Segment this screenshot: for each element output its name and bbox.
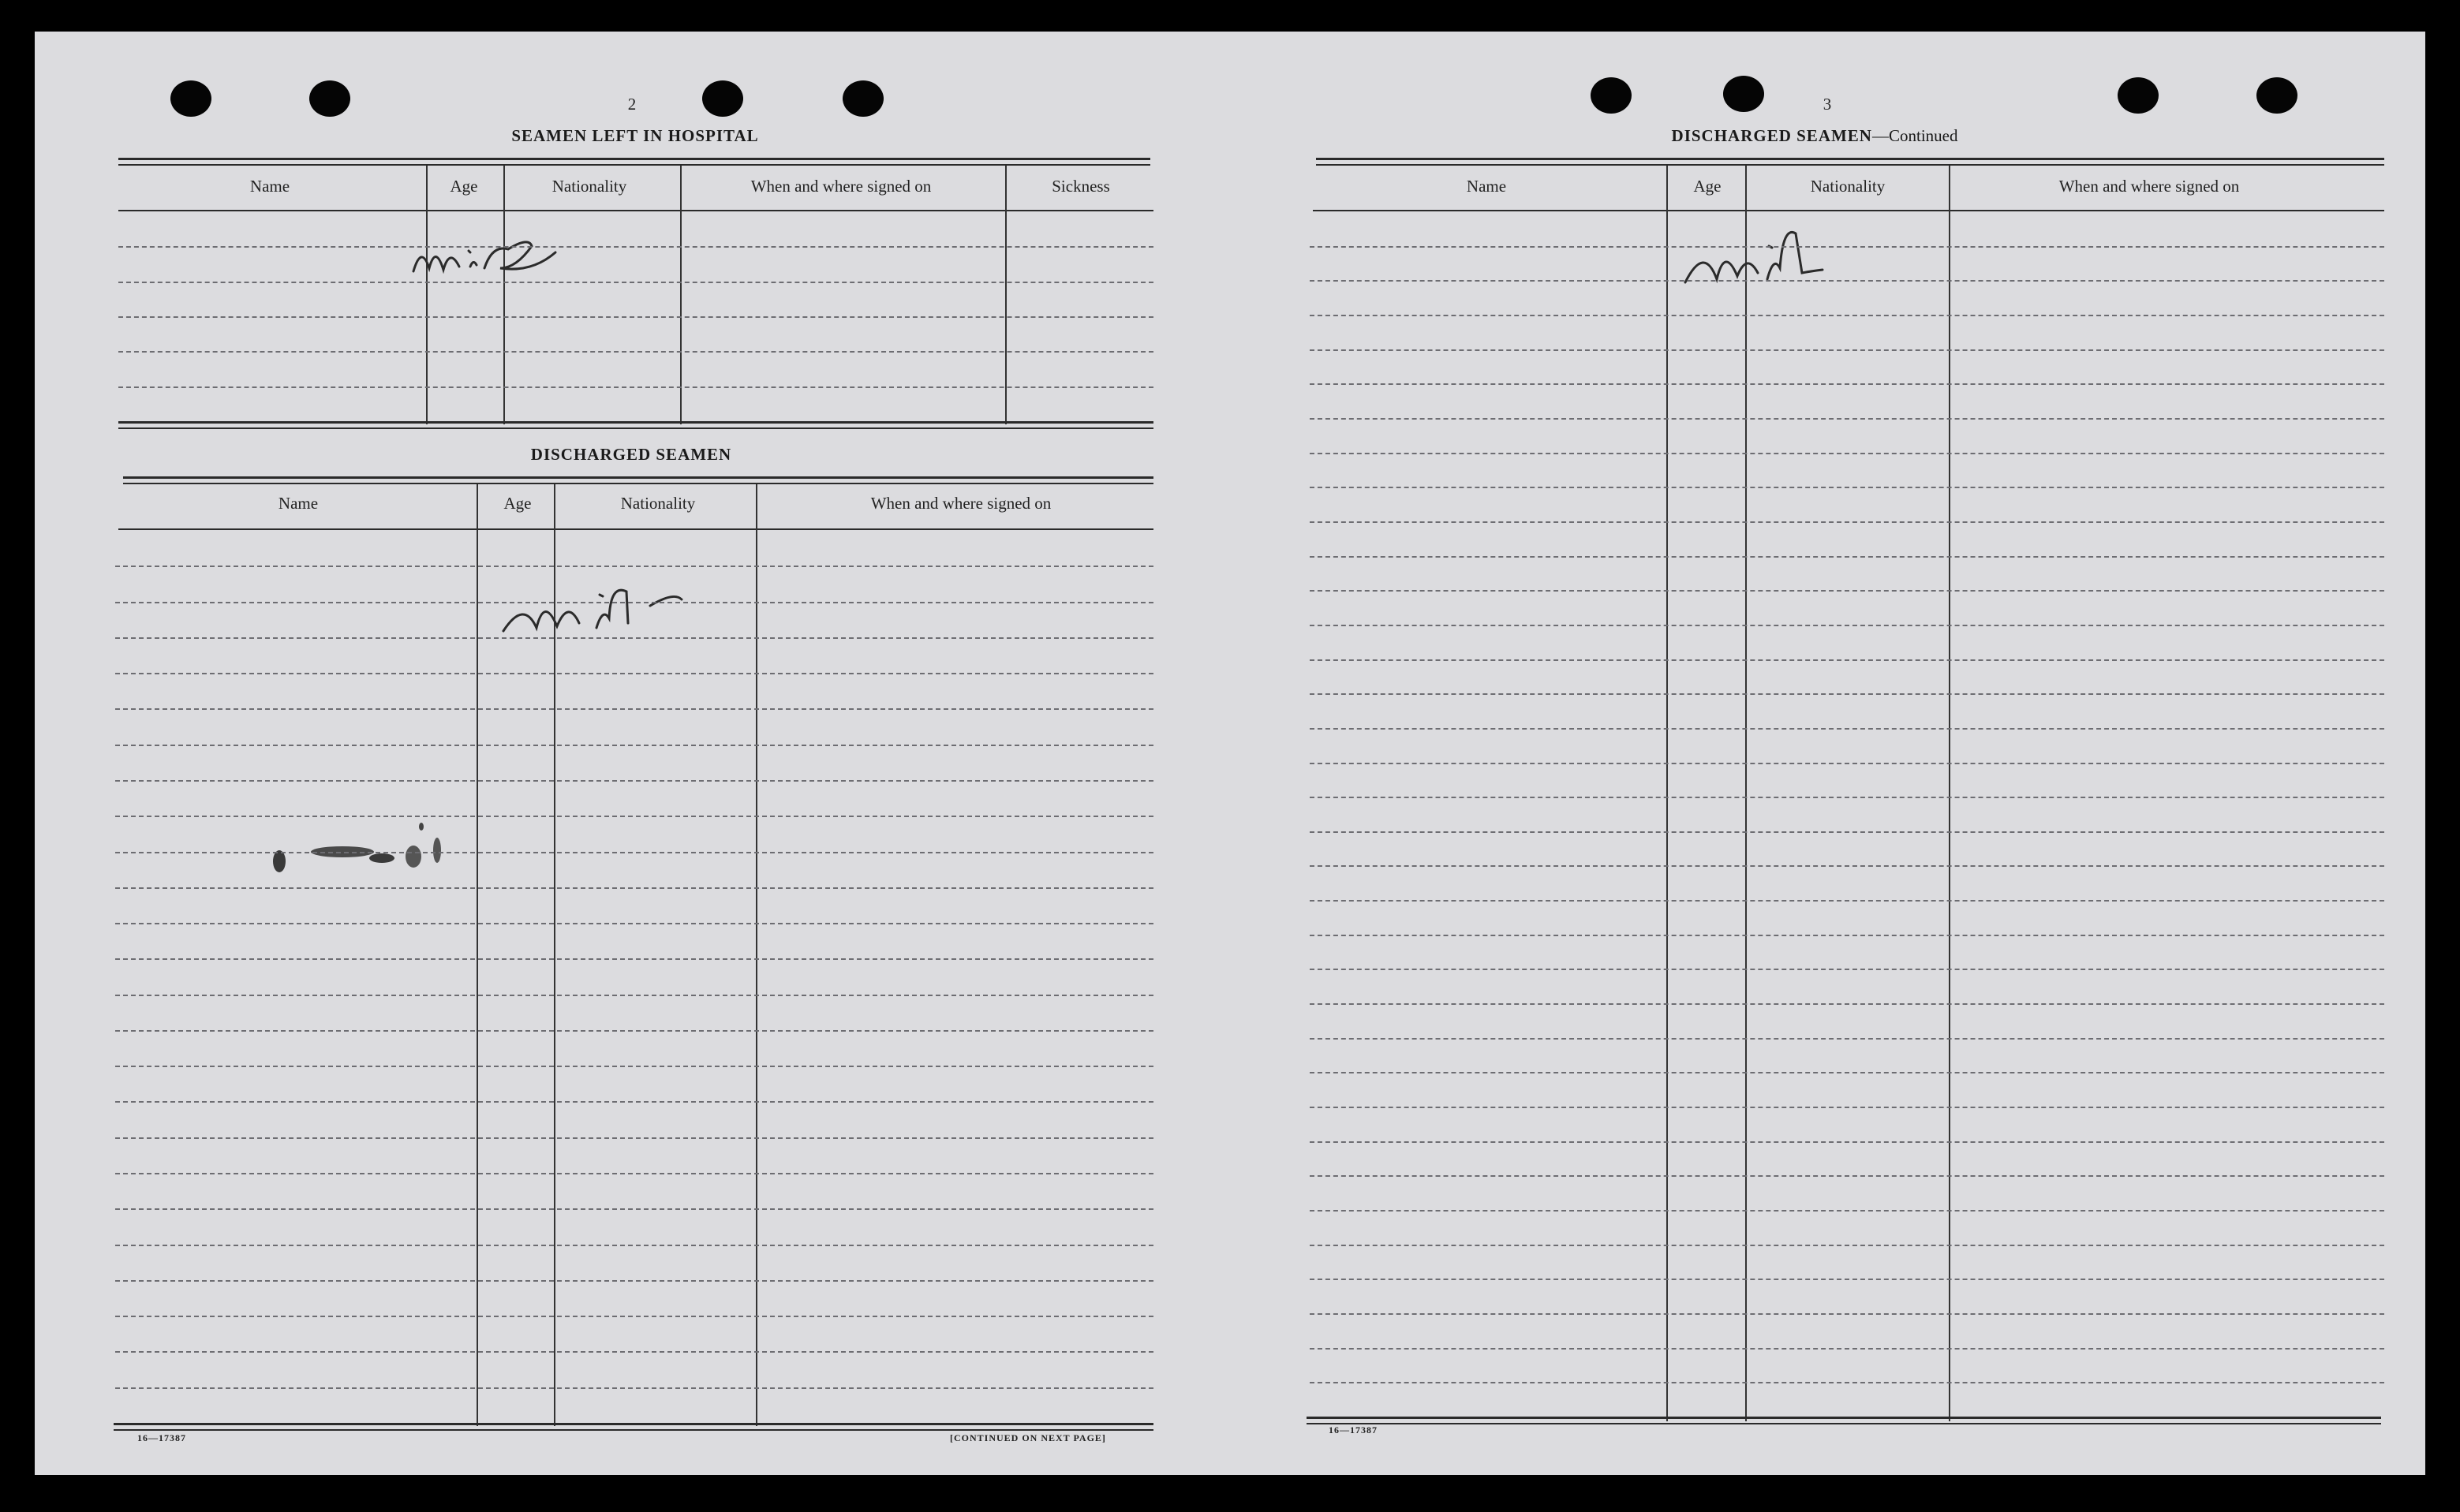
- col-header-signed-on: When and where signed on: [2058, 177, 2240, 196]
- table-row: [115, 780, 1153, 782]
- form-number: 16—17387: [137, 1432, 186, 1443]
- handwritten-nil: [398, 221, 571, 284]
- svg-text:nil: nil: [1676, 197, 1677, 198]
- table-row: [1310, 865, 2384, 867]
- table-row: [118, 246, 1153, 248]
- table-row: [115, 1245, 1153, 1246]
- table-row: [115, 852, 1153, 853]
- table-row: [1310, 1382, 2384, 1383]
- punch-hole: [2118, 77, 2159, 114]
- table-row: [1310, 797, 2384, 798]
- table-row: [1310, 1072, 2384, 1073]
- punch-hole: [2256, 77, 2297, 114]
- col-header-signed-on: When and where signed on: [750, 177, 932, 196]
- table-row: [1310, 1245, 2384, 1246]
- hospital-section-title: SEAMEN LEFT IN HOSPITAL: [511, 126, 759, 145]
- table-row: [1310, 590, 2384, 592]
- table-row: [115, 1173, 1153, 1174]
- col-header-name: Name: [1466, 177, 1507, 196]
- svg-text:nil: nil: [492, 552, 494, 553]
- punch-hole: [1723, 76, 1764, 112]
- table-row: [115, 637, 1153, 639]
- table-row: [1310, 1279, 2384, 1280]
- page-number: 3: [1823, 95, 1832, 114]
- table-row: [115, 995, 1153, 996]
- table-row: [1310, 693, 2384, 695]
- table-row: [115, 1316, 1153, 1317]
- table-row: [1310, 969, 2384, 970]
- discharged-continued-title: DISCHARGED SEAMEN—Continued: [1671, 126, 1958, 145]
- table-row: [1310, 625, 2384, 626]
- col-header-name: Name: [278, 494, 319, 513]
- col-header-name: Name: [249, 177, 290, 196]
- table-row: [1310, 935, 2384, 936]
- document-sheet: [35, 32, 2425, 1475]
- table-row: [115, 1208, 1153, 1210]
- continued-note: [CONTINUED ON NEXT PAGE]: [950, 1432, 1106, 1443]
- table-row: [1310, 1175, 2384, 1177]
- table-row: [1310, 659, 2384, 661]
- col-header-sickness: Sickness: [1052, 177, 1110, 196]
- table-row: [115, 745, 1153, 746]
- table-row: [1310, 831, 2384, 833]
- table-row: [115, 708, 1153, 710]
- table-row: [115, 1101, 1153, 1103]
- table-row: [1310, 1141, 2384, 1143]
- punch-hole: [170, 80, 211, 117]
- table-row: [1310, 763, 2384, 764]
- table-row: [1310, 418, 2384, 420]
- table-row: [1310, 349, 2384, 351]
- table-row: [1310, 1038, 2384, 1040]
- table-row: [1310, 1348, 2384, 1350]
- col-header-nationality: Nationality: [1810, 177, 1886, 196]
- table-row: [118, 351, 1153, 353]
- table-row: [115, 1030, 1153, 1032]
- table-row: [1310, 280, 2384, 282]
- col-header-age: Age: [1693, 177, 1722, 196]
- col-header-signed-on: When and where signed on: [870, 494, 1052, 513]
- punch-hole: [309, 80, 350, 117]
- table-row: [115, 816, 1153, 817]
- punch-hole: [843, 80, 884, 117]
- punch-hole: [1591, 77, 1632, 114]
- form-number: 16—17387: [1329, 1424, 1378, 1435]
- table-row: [1310, 383, 2384, 385]
- table-row: [115, 1387, 1153, 1389]
- table-row: [118, 316, 1153, 318]
- col-header-nationality: Nationality: [551, 177, 627, 196]
- punch-hole: [702, 80, 743, 117]
- table-row: [1310, 453, 2384, 454]
- table-row: [1310, 728, 2384, 730]
- table-row: [115, 566, 1153, 567]
- page-number: 2: [627, 95, 637, 114]
- col-header-age: Age: [503, 494, 532, 513]
- table-row: [115, 673, 1153, 674]
- table-row: [1310, 521, 2384, 523]
- table-row: [115, 1351, 1153, 1353]
- table-row: [1310, 1003, 2384, 1005]
- table-row: [115, 1066, 1153, 1067]
- table-row: [115, 602, 1153, 603]
- table-row: [115, 1280, 1153, 1282]
- svg-text:nil: nil: [398, 221, 399, 222]
- table-row: [1310, 487, 2384, 488]
- handwritten-nil: [1676, 197, 1865, 284]
- table-row: [1310, 900, 2384, 902]
- table-row: [1310, 246, 2384, 248]
- table-row: [115, 958, 1153, 960]
- table-row: [1310, 1210, 2384, 1211]
- discharged-section-title: DISCHARGED SEAMEN: [530, 445, 732, 464]
- table-row: [115, 1137, 1153, 1139]
- table-row: [115, 887, 1153, 889]
- col-header-age: Age: [450, 177, 478, 196]
- col-header-nationality: Nationality: [620, 494, 696, 513]
- table-row: [118, 386, 1153, 388]
- table-row: [1310, 315, 2384, 316]
- table-row: [118, 282, 1153, 283]
- table-row: [1310, 1313, 2384, 1315]
- table-row: [115, 923, 1153, 924]
- table-row: [1310, 1107, 2384, 1108]
- table-row: [1310, 556, 2384, 558]
